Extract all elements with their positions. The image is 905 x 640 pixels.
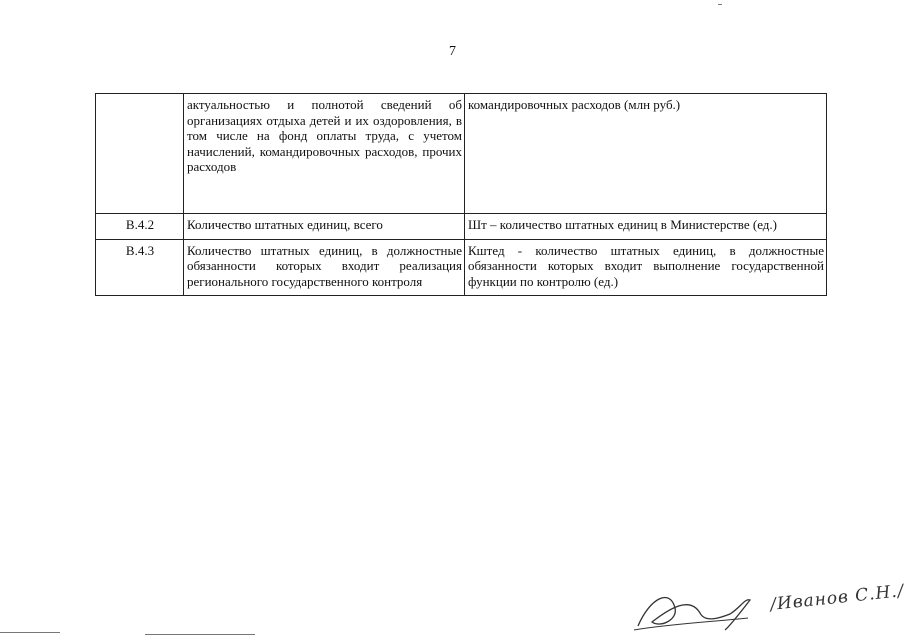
row-formula: Кштед - количество штатных единиц, в должностные обязанности которых входит выполнение государственной функции по контролю (ед.) (465, 239, 827, 296)
row-code: В.4.2 (96, 214, 184, 240)
row-code (96, 94, 184, 214)
row-code: В.4.3 (96, 239, 184, 296)
page-number: 7 (449, 44, 456, 59)
scan-artifact-bottom-left (0, 632, 60, 633)
scan-artifact-bottom-mid (145, 634, 255, 635)
indicator-table (95, 93, 827, 296)
row-description: Количество штатных единиц, всего (184, 214, 465, 240)
scan-artifact-top-right (718, 4, 722, 5)
signature-name: /Иванов С.Н./ (769, 581, 905, 615)
row-formula: Шт – количество штатных единиц в Министерстве (ед.) (465, 214, 827, 240)
row-description: актуальностью и полнотой сведений об организациях отдыха детей и их оздоровления, в том числе на фонд оплаты труда, с учетом начислений, командировочных расходов, прочих расходов (184, 94, 465, 214)
table-row (96, 94, 827, 214)
row-description: Количество штатных единиц, в должностные обязанности которых входит реализация регионального государственного контроля (184, 239, 465, 296)
table-row (96, 239, 827, 296)
row-formula: командировочных расходов (млн руб.) (465, 94, 827, 214)
table-row (96, 214, 827, 240)
